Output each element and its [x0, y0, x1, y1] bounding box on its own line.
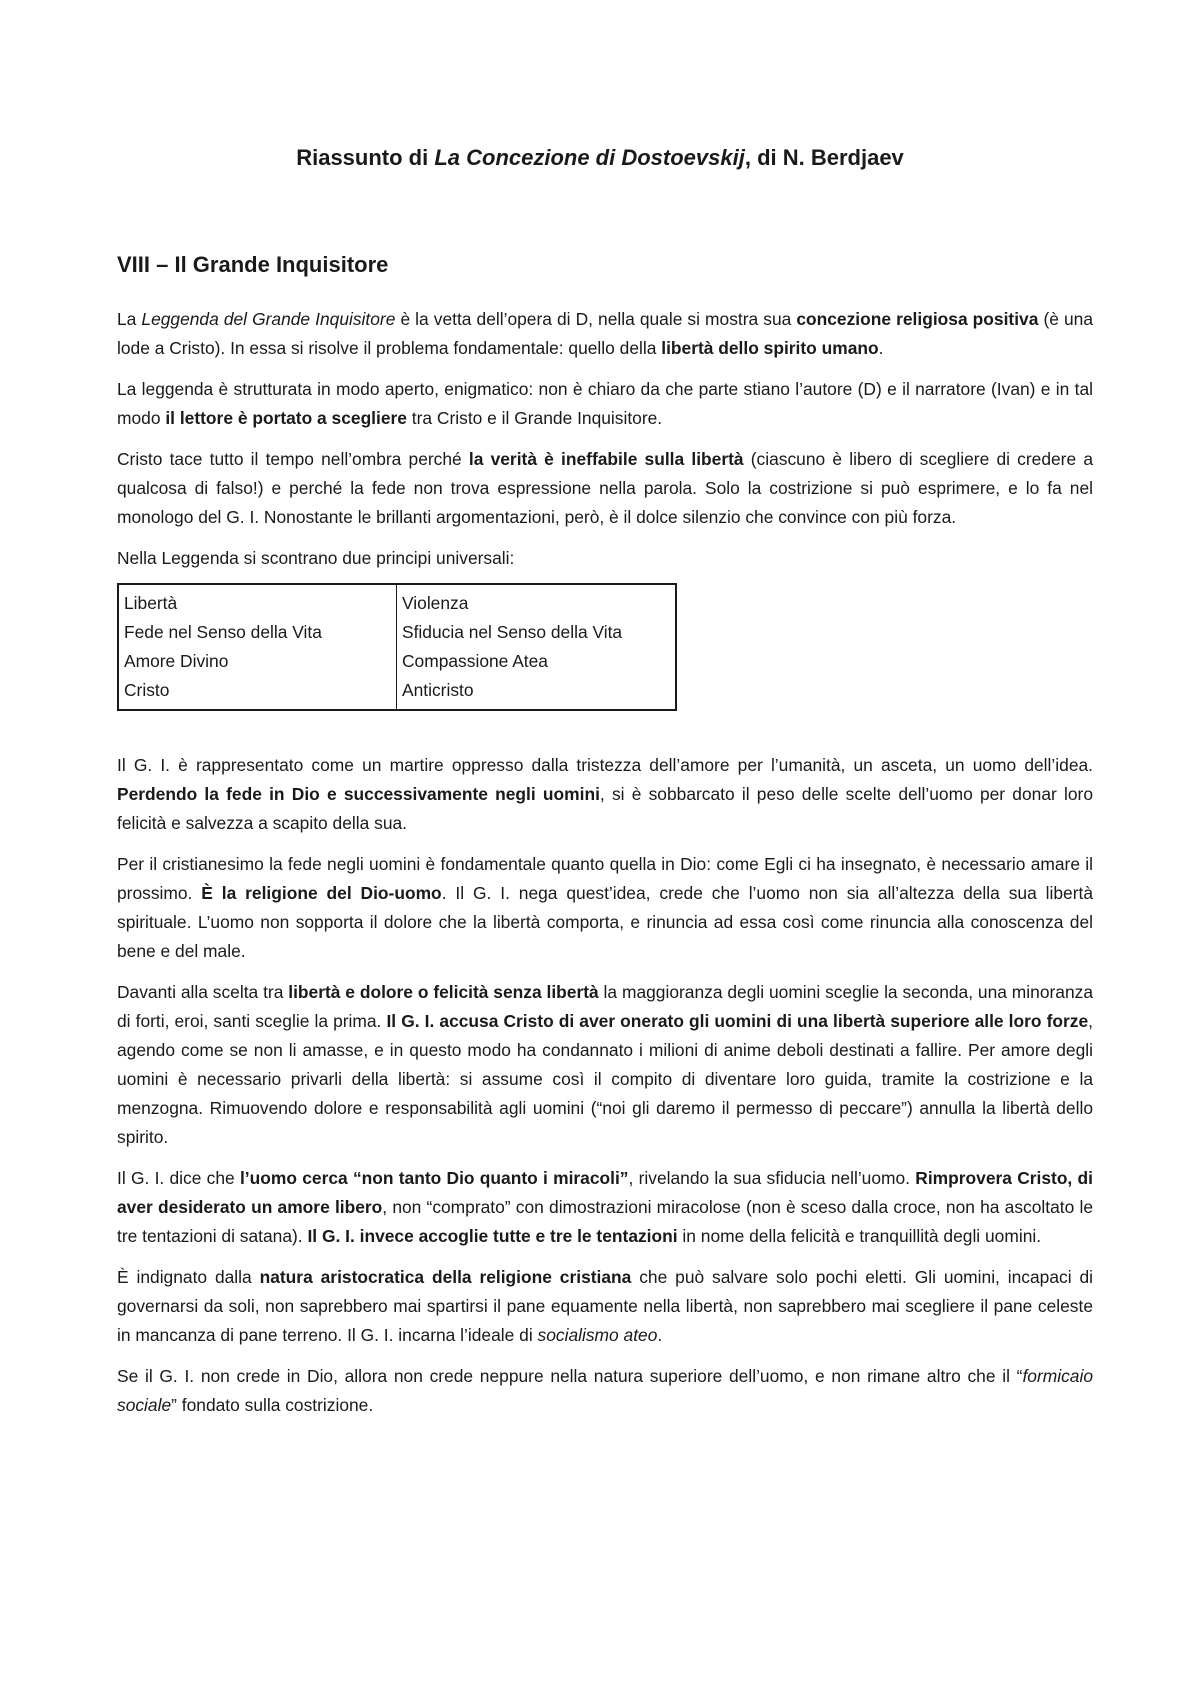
bold-run: libertà e dolore o felicità senza libertà: [288, 982, 599, 1002]
table-cell: Compassione Atea: [402, 651, 548, 671]
bold-run: Il G. I. invece accoglie tutte e tre le tentazioni: [307, 1226, 678, 1246]
table-cell: Amore Divino: [124, 651, 229, 671]
paragraph-4: [117, 544, 1093, 573]
text-run: , rivelando la sua sfiducia nell’uomo.: [628, 1168, 916, 1188]
text-run: . Il G. I. nega quest’idea, crede che l’uomo non sia all’altezza della sua libertà spirituale. L’uomo non sopporta il dolore che la libertà comporta, e rinuncia ad essa così come rinuncia alla conoscenza del bene e del male.: [117, 883, 1094, 961]
text-run: Il G. I. è rappresentato come un martire oppresso dalla tristezza dell’amore per l’umanità, un asceta, un uomo dell’idea.: [117, 755, 1093, 775]
paragraph-3: [117, 445, 1093, 532]
table-cell: Violenza: [402, 593, 469, 613]
paragraph-8: [117, 1164, 1093, 1251]
bold-run: Il G. I. accusa Cristo di aver onerato gli uomini di una libertà superiore alle loro forze: [386, 1011, 1089, 1031]
document-body: [117, 305, 1093, 1432]
document-title: [0, 145, 1200, 171]
bold-run: la verità è ineffabile sulla libertà: [468, 449, 744, 469]
text-run: (è una lode a Cristo). In essa si risolve il problema fondamentale: quello della: [117, 309, 1093, 358]
bold-run: concezione religiosa positiva: [796, 309, 1039, 329]
title-book-name: La Concezione di Dostoevskij: [434, 145, 745, 170]
text-run: la maggioranza degli uomini sceglie la seconda, una minoranza di forti, eroi, santi sceglie la prima.: [117, 982, 1094, 1031]
paragraph-2: [117, 375, 1093, 433]
table-cell: Cristo: [124, 680, 170, 700]
text-run: in nome della felicità e tranquillità degli uomini.: [677, 1226, 1042, 1246]
text-run: Davanti alla scelta tra: [117, 982, 289, 1002]
paragraph-6: [117, 850, 1093, 966]
text-run: , agendo come se non li amasse, e in questo modo ha condannato i milioni di anime deboli destinati a fallire. Per amore degli uomini è necessario privarli della libertà: si assume così il compito di diventare loro guida, tramite la costrizione e la menzogna. Rimuovendo dolore e responsabilità agli uomini (“noi gli daremo il permesso di peccare”) annulla la libertà dello spirito.: [117, 1011, 1093, 1147]
paragraph-5: [117, 751, 1093, 838]
bold-run: Rimprovera Cristo, di aver desiderato un amore libero: [117, 1168, 1093, 1217]
table-cell: Sfiducia nel Senso della Vita: [402, 622, 623, 642]
paragraph-10: [117, 1362, 1093, 1420]
text-run: .: [878, 338, 884, 358]
text-run: Nella Leggenda si scontrano due principi universali:: [117, 548, 515, 568]
italic-run: formicaio sociale: [117, 1366, 1093, 1415]
text-run: è la vetta dell’opera di D, nella quale si mostra sua: [395, 309, 797, 329]
title-suffix: , di N. Berdjaev: [744, 145, 904, 170]
table-cell: Fede nel Senso della Vita: [124, 622, 322, 642]
text-run: tra Cristo e il Grande Inquisitore.: [406, 408, 663, 428]
italic-run: socialismo ateo: [537, 1325, 658, 1345]
text-run: Il G. I. dice che: [117, 1168, 240, 1188]
text-run: Se il G. I. non crede in Dio, allora non crede neppure nella natura superiore dell’uomo, e non rimane altro che il “: [117, 1366, 1023, 1386]
text-run: che può salvare solo pochi eletti. Gli uomini, incapaci di governarsi da soli, non saprebbero mai spartirsi il pane equamente nella libertà, non saprebbero mai scegliere il pane celeste in mancanza di pane terreno. Il G. I. incarna l’ideale di: [117, 1267, 1093, 1345]
text-run: Per il cristianesimo la fede negli uomini è fondamentale quanto quella in Dio: come Egli ci ha insegnato, è necessario amare il prossimo.: [117, 854, 1093, 903]
text-run: ” fondato sulla costrizione.: [171, 1395, 374, 1415]
text-run: La: [117, 309, 142, 329]
bold-run: natura aristocratica della religione cristiana: [259, 1267, 632, 1287]
bold-run: l’uomo cerca “non tanto Dio quanto i miracoli”: [239, 1168, 629, 1188]
principles-column-right: [397, 584, 677, 710]
text-run: , si è sobbarcato il peso delle scelte dell’uomo per donar loro felicità e salvezza a scapito della sua.: [117, 784, 1093, 833]
italic-run: Leggenda del Grande Inquisitore: [141, 309, 396, 329]
text-run: La leggenda è strutturata in modo aperto, enigmatico: non è chiaro da che parte stiano l’autore (D) e il narratore (Ivan) e in tal modo: [117, 379, 1093, 428]
principles-table: [117, 583, 677, 711]
text-run: È indignato dalla: [117, 1267, 260, 1287]
text-run: , non “comprato” con dimostrazioni miracolose (non è sceso dalla croce, non ha ascoltato le tre tentazioni di satana).: [117, 1197, 1093, 1246]
text-run: (ciascuno è libero di scegliere di credere a qualcosa di falso!) e perché la fede non trova espressione nella parola. Solo la costrizione si può esprimere, e lo fa nel monologo del G. I. Nonostante le brillanti argomentazioni, però, è il dolce silenzio che convince con più forza.: [117, 449, 1093, 527]
paragraph-7: [117, 978, 1093, 1152]
text-run: .: [657, 1325, 663, 1345]
bold-run: il lettore è portato a scegliere: [165, 408, 407, 428]
title-prefix: Riassunto di: [296, 145, 435, 170]
paragraph-9: [117, 1263, 1093, 1350]
section-heading: VIII – Il Grande Inquisitore: [117, 252, 389, 277]
principles-column-left: [118, 584, 397, 710]
bold-run: libertà dello spirito umano: [661, 338, 879, 358]
bold-run: Perdendo la fede in Dio e successivamente negli uomini: [117, 784, 600, 804]
table-cell: Libertà: [124, 593, 178, 613]
table-cell: Anticristo: [402, 680, 474, 700]
paragraph-1: [117, 305, 1093, 363]
bold-run: È la religione del Dio-uomo: [201, 883, 442, 903]
text-run: Cristo tace tutto il tempo nell’ombra perché: [117, 449, 469, 469]
